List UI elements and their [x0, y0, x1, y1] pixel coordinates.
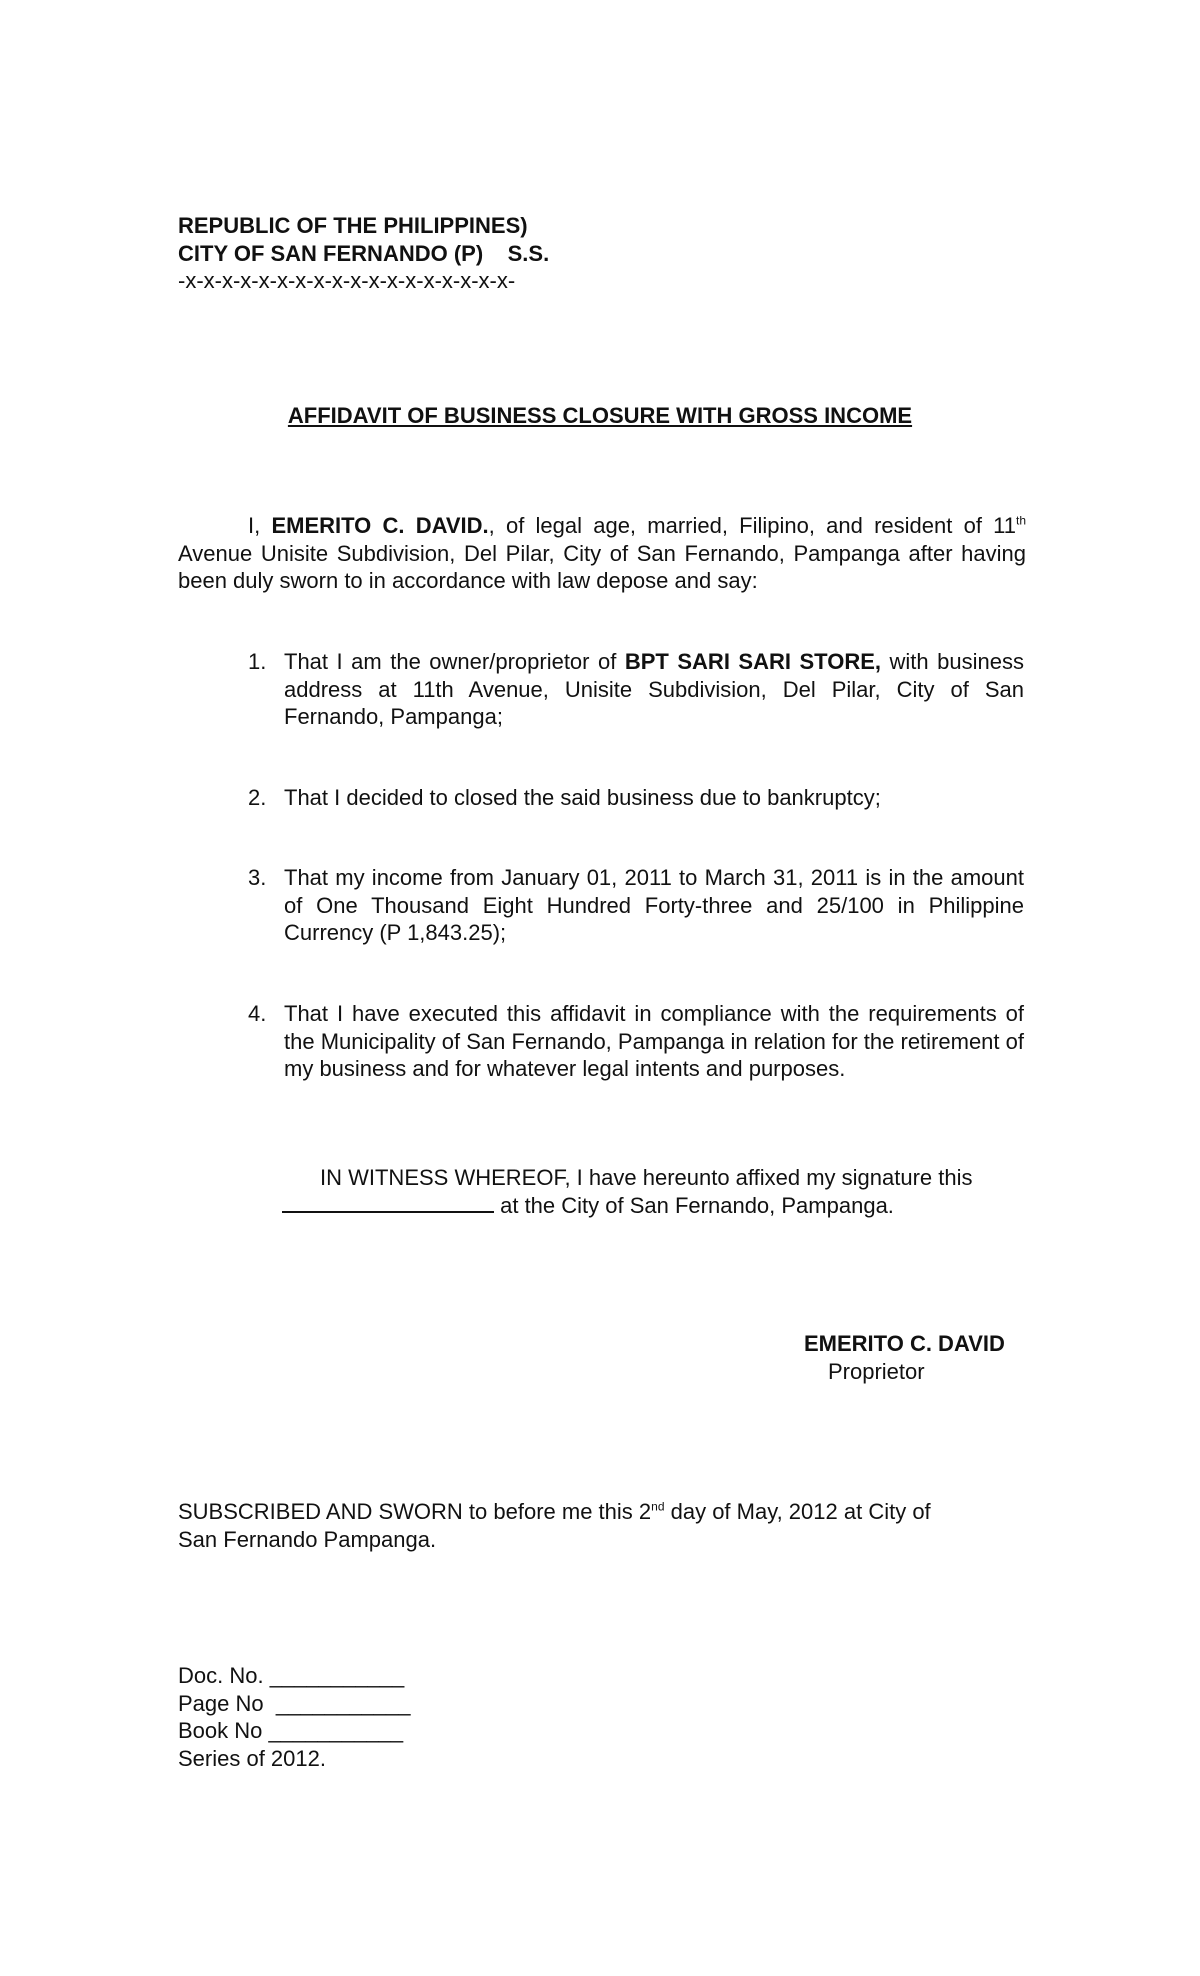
business-name: BPT SARI SARI STORE, [624, 649, 882, 674]
clause-1-post: with business address at 11th Avenue, Unisite Subdivision, Del Pilar, City of San Fernando, Pampanga; [284, 649, 1024, 729]
venue-separator: -x-x-x-x-x-x-x-x-x-x-x-x-x-x-x-x-x-x- [178, 268, 516, 293]
affiant-name: EMERITO C. DAVID. [271, 513, 489, 538]
jurat-superscript: nd [651, 1499, 665, 1514]
clause-1-pre: That I am the owner/proprietor of [284, 649, 625, 674]
notary-register [178, 1662, 410, 1772]
witness-date-line [282, 1192, 894, 1220]
intro-text-2: Avenue Unisite Subdivision, Del Pilar, City of San Fernando, Pampanga after having been duly sworn to in accordance with law depose and say: [178, 540, 1026, 593]
witness-line-2: at the City of San Fernando, Pampanga. [494, 1193, 894, 1218]
witness-line-1: IN WITNESS WHEREOF, I have hereunto affixed my signature this [320, 1165, 973, 1190]
signatory-name: EMERITO C. DAVID [804, 1331, 1005, 1356]
doc-no: Doc. No. ___________ [178, 1663, 405, 1688]
venue-republic: REPUBLIC OF THE PHILIPPINES) [178, 213, 528, 238]
signatory-role: Proprietor [828, 1359, 925, 1384]
clause-number: 3. [248, 865, 267, 890]
clause-number: 2. [248, 785, 267, 810]
clause-text: That my income from January 01, 2011 to March 31, 2011 is in the amount of One Thousand Eight Hundred Forty-three and 25/100 in Philippine Currency (P 1,843.25); [284, 865, 1024, 945]
clause-number: 4. [248, 1001, 267, 1026]
clause-text: That I have executed this affidavit in compliance with the requirements of the Municipality of San Fernando, Pampanga in relation for the retirement of my business and for whatever legal intents and purposes. [284, 1001, 1024, 1081]
clause-text: That I decided to closed the said business due to bankruptcy; [284, 785, 881, 810]
intro-superscript: th [1016, 513, 1027, 528]
series: Series of 2012. [178, 1745, 326, 1771]
jurat-line-2: San Fernando Pampanga. [178, 1526, 437, 1552]
page-no: Page No ___________ [178, 1690, 411, 1716]
venue-header [178, 212, 549, 295]
intro-prefix: I, [248, 513, 272, 538]
witness-clause [320, 1164, 973, 1192]
jurat-text-2: day of May, 2012 at City of [664, 1499, 931, 1524]
jurat-text-1: SUBSCRIBED AND SWORN to before me this 2 [178, 1499, 652, 1524]
clause-number: 1. [248, 649, 267, 674]
document-title: AFFIDAVIT OF BUSINESS CLOSURE WITH GROSS INCOME [287, 403, 913, 428]
venue-city: CITY OF SAN FERNANDO (P) S.S. [178, 240, 550, 266]
jurat [178, 1498, 931, 1553]
intro-paragraph [178, 512, 1026, 595]
intro-text-1: , of legal age, married, Filipino, and resident of 11 [488, 513, 1016, 538]
book-no: Book No ___________ [178, 1718, 404, 1743]
signature-date-blank [282, 1193, 494, 1213]
clause-text [284, 648, 1024, 731]
